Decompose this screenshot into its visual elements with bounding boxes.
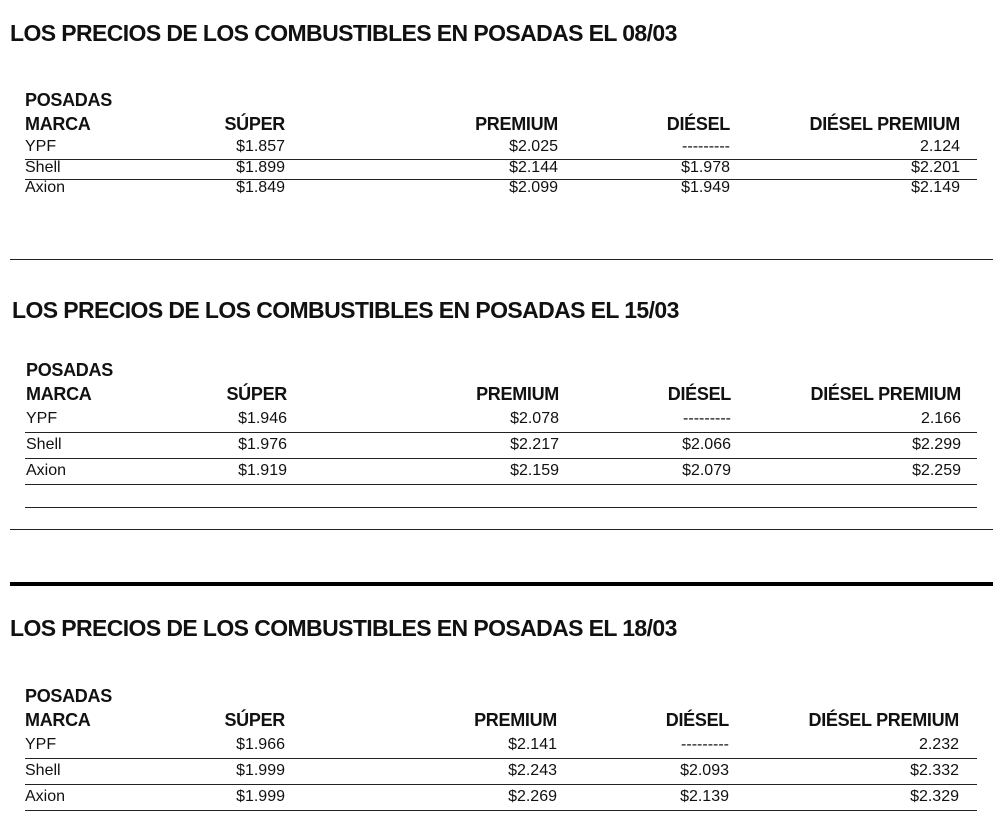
diesel-price: --------- [682,138,730,155]
table-title-1503: LOS PRECIOS DE LOS COMBUSTIBLES EN POSADAS EL 15/03 [12,297,679,323]
city-header: POSADAS [26,360,113,380]
super-price: $1.899 [236,159,285,176]
diesel-price: --------- [681,736,729,753]
brand-cell: YPF [25,138,57,155]
diesel-price: $2.079 [682,462,731,479]
premium-header: PREMIUM [475,114,558,134]
row-divider [25,484,977,485]
table-row [25,788,977,812]
diesel-price: $2.093 [680,762,729,779]
table-row [25,462,977,486]
brand-header: MARCA [25,710,91,730]
diesel-premium-price: $2.149 [911,179,960,196]
diesel-premium-price: $2.332 [910,762,959,779]
diesel-premium-price: 2.166 [920,410,961,427]
super-header: SÚPER [224,114,285,134]
brand-cell: YPF [26,410,58,427]
premium-price: $2.025 [509,138,558,155]
row-divider [25,507,977,508]
premium-price: $2.269 [508,788,557,805]
section-divider [10,259,993,260]
brand-cell: Shell [25,159,61,176]
premium-price: $2.217 [510,436,559,453]
table-row [25,762,977,786]
diesel-premium-price: $2.299 [912,436,961,453]
premium-header: PREMIUM [474,710,557,730]
brand-header: MARCA [25,114,91,134]
section-divider-thick [10,582,993,586]
premium-price: $2.141 [508,736,557,753]
super-price: $1.976 [238,436,287,453]
table-row [25,179,977,203]
diesel-price: --------- [683,410,731,427]
diesel-price: $1.949 [681,179,730,196]
premium-header: PREMIUM [476,384,559,404]
premium-price: $2.243 [508,762,557,779]
super-price: $1.849 [236,179,285,196]
section-divider [10,529,993,530]
diesel-price: $1.978 [681,159,730,176]
brand-cell: Axion [25,179,66,196]
diesel-premium-price: 2.124 [919,138,960,155]
super-price: $1.946 [238,410,287,427]
premium-price: $2.159 [510,462,559,479]
table-row [25,436,977,460]
diesel-premium-header: DIÉSEL PREMIUM [810,384,961,404]
row-divider [25,810,977,811]
diesel-price: $2.139 [680,788,729,805]
table-row [25,736,977,760]
city-header: POSADAS [25,90,112,110]
diesel-premium-header: DIÉSEL PREMIUM [808,710,959,730]
diesel-premium-price: 2.232 [918,736,959,753]
brand-cell: YPF [25,736,57,753]
row-divider [25,432,977,433]
brand-cell: Shell [25,762,61,779]
city-header: POSADAS [25,686,112,706]
brand-cell: Shell [26,436,62,453]
diesel-price: $2.066 [682,436,731,453]
table-row [25,410,977,434]
diesel-premium-price: $2.201 [911,159,960,176]
super-price: $1.999 [236,762,285,779]
super-price: $1.919 [238,462,287,479]
table-title-1803: LOS PRECIOS DE LOS COMBUSTIBLES EN POSADAS EL 18/03 [10,615,677,641]
premium-price: $2.078 [510,410,559,427]
super-price: $1.999 [236,788,285,805]
premium-price: $2.144 [509,159,558,176]
diesel-header: DIÉSEL [665,710,729,730]
row-divider [25,758,977,759]
brand-header: MARCA [26,384,92,404]
table-title-0803: LOS PRECIOS DE LOS COMBUSTIBLES EN POSADAS EL 08/03 [10,20,677,46]
super-header: SÚPER [224,710,285,730]
diesel-header: DIÉSEL [667,384,731,404]
row-divider [25,784,977,785]
diesel-premium-header: DIÉSEL PREMIUM [809,114,960,134]
super-price: $1.966 [236,736,285,753]
diesel-premium-price: $2.329 [910,788,959,805]
brand-cell: Axion [26,462,67,479]
premium-price: $2.099 [509,179,558,196]
diesel-header: DIÉSEL [666,114,730,134]
super-price: $1.857 [236,138,285,155]
diesel-premium-price: $2.259 [912,462,961,479]
row-divider [25,458,977,459]
super-header: SÚPER [226,384,287,404]
brand-cell: Axion [25,788,66,805]
